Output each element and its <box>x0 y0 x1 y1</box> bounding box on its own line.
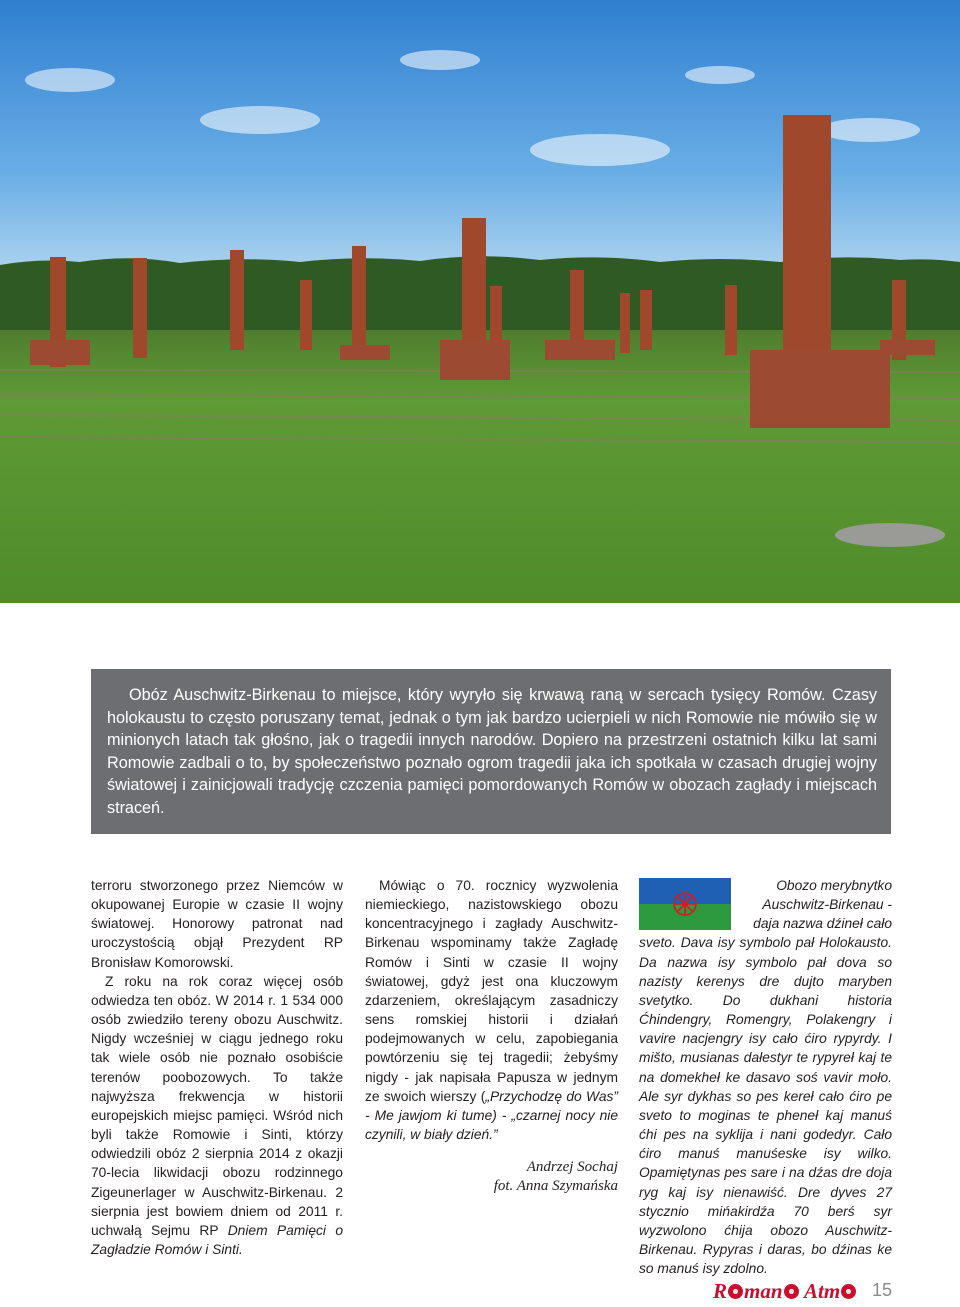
logo-part-man: man <box>744 1279 783 1303</box>
intro-text: Obóz Auschwitz-Birkenau to miejsce, który wyryło się krwawą raną w sercach tysięcy Romów. Czasy holokaustu to często poruszany temat, jednak o tym jak bardzo ucierpieli w nich Romowie nie mówiło się w minionych latach tak głośno, jak o tragedii innych narodów. Dopiero na przestrzeni ostatnich kilku lat sami Romowie zadbali o to, by społeczeństwo poznało ogrom tragedii jaka ich spotkała w czasach drugiej wojny światowej i zainicjowali tradycję czczenia pamięci pomordowanych Romów w obozach zagłady i miejscach straceń. <box>107 686 877 817</box>
column-2 <box>365 876 618 1196</box>
header-photo <box>0 0 960 603</box>
photo-credit: fot. Anna Szymańska <box>493 1178 618 1195</box>
magazine-logo <box>713 1279 853 1305</box>
romani-text-lead: Obozo merybnytko Auschwitz-Birkenau - daja nazwa dźineł cało <box>753 878 892 932</box>
page-number: 15 <box>872 1280 893 1300</box>
logo-wheel-icon <box>728 1284 743 1299</box>
column1-paragraph-2-text: Z roku na rok coraz więcej osób odwiedza ten obóz. W 2014 r. 1 534 000 osób zwiedziło tereny obozu Auschwitz. Nigdy wcześniej w ciągu jednego roku tak wiele osób nie poznało osobiście terenów poobozowych. To także najwyższa frekwencja w historii europejskich miejsc pamięci. Wśród nich byli także Romowie i Sinti, którzy odwiedzili obóz 2 sierpnia 2014 z okazji 70-lecia likwidacji obozu rodzinnego Zigeunerlager w Auschwitz-Birkenau. 2 sierpnia jest bowiem dniem od 2011 r. uchwałą Sejmu RP <box>91 973 343 1238</box>
column2-paragraph <box>365 876 618 1144</box>
logo-part-atm: Atm <box>799 1279 841 1303</box>
remembrance-day-name: Dniem Pamięci o Zagładzie Romów i Sinti. <box>91 1222 343 1257</box>
author-signature: Andrzej Sochaj <box>526 1159 618 1176</box>
column1-paragraph-2 <box>91 972 343 1259</box>
column-3 <box>639 876 892 1278</box>
logo-wheel-icon-2 <box>784 1284 799 1299</box>
romani-flag-icon <box>639 878 731 930</box>
romani-text-body: sveto. Dava isy symbolo pał Holokausto. Da nazwa isy symbolo pał dova so nazisty kerenys dre dujto maryben svetytko. Do dukhani historia Ćhindengry, Romengry, Polakengry i vavire nacjengry isy cało ćiro rypyrdy. I mišto, musianas dałestyr te rypyreł kaj te na domekheł ke dasavo soś vavir moło. Ale syr dykhas so pes kereł cało ćiro pe sveto to moginas te pheneł kaj manuś ćhi pes na syklija i nani godedyr. Cało ćiro manuś manuśeske isy wilko. Opamiętynas pes sare i na dźas dre doja ryg kaj isy nienawiść. Dre dyves 27 stycznio mińakirdźa 70 berś syr wyzwolono ćhija obozo Auschwitz-Birkenau. Rypyras i daras, bo dźinas ke so manuś isy zdolno. <box>639 935 892 1277</box>
column1-paragraph-1: terroru stworzonego przez Niemców w okupowanej Europie w czasie II wojny światowej. Honorowy patronat nad uroczystością objął Prezydent RP Bronisław Komorowski. <box>91 878 343 970</box>
column-1 <box>91 876 343 1259</box>
intro-banner <box>91 669 891 834</box>
logo-letter-r: R <box>713 1279 728 1303</box>
column2-paragraph-text: Mówiąc o 70. rocznicy wyzwolenia niemieckiego, nazistowskiego obozu koncentracyjnego i zagłady Auschwitz-Birkenau wspominamy także Zagładę Romów i Sinti w czasie II wojny światowej, gdyż jest ona kluczowym zdarzeniem, określającym zasadniczy sens romskiej historii i działań podejmowanych w celu, zapobiegania powtórzeniu się tej tragedii; żebyśmy nigdy - jak napisała Papusza w jednym ze swoich wierszy ( <box>365 878 618 1104</box>
papusza-quote: „Przychodzę do Was” - Me jawjom ki tume) - „czarnej nocy nie czynili, w biały dzień.” <box>365 1088 618 1143</box>
logo-wheel-icon-3 <box>841 1284 856 1299</box>
